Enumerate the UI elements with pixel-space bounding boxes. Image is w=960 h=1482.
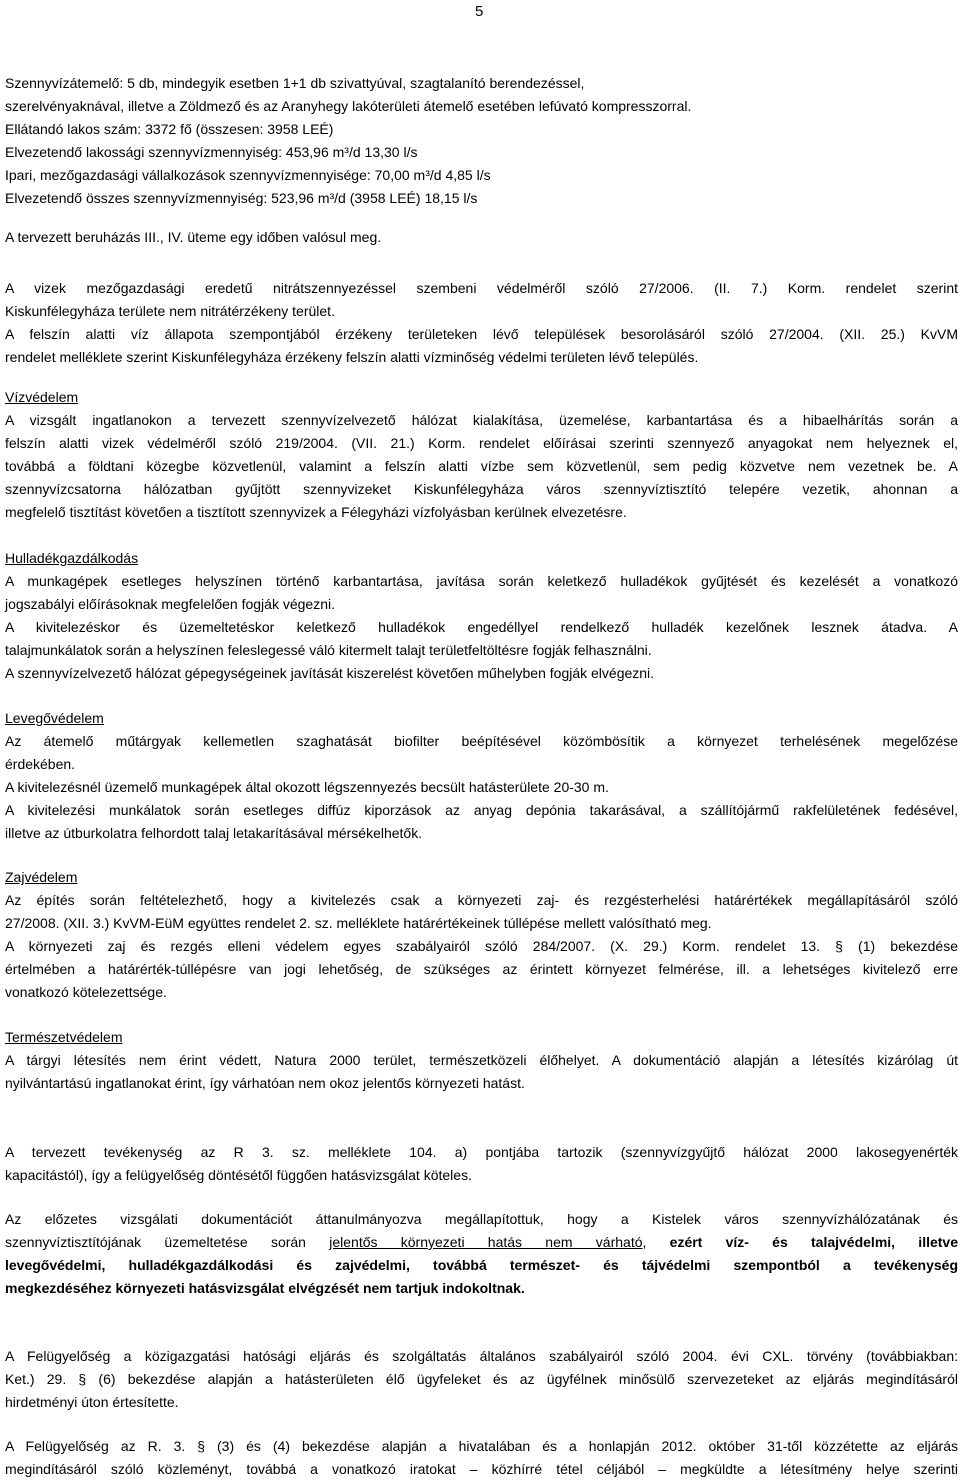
text-line: kapacitástól), így a felügyelőség döntésétől függően hatásvizsgálat köteles. [5, 1167, 472, 1183]
conclusion-bold-text: ezért víz- és talajvédelmi, illetve [669, 1234, 958, 1250]
text-line: talajmunkálatok során a helyszínen feleslegessé váló kitermelt talajt területfeltöltésre fogják felhasználni. [5, 642, 652, 658]
text-line: Az átemelő műtárgyak kellemetlen szaghatását biofilter beépítésével közömbösítik a környezet terhelésének megelőzése [5, 733, 958, 749]
noise-protection-section [5, 866, 958, 1004]
text-line: felszín alatti vizek védelméről szóló 219/2004. (VII. 21.) Korm. rendelet előírásai szerinti szennyező anyagokat nem helyeznek el, [5, 435, 958, 451]
section-heading: Hulladékgazdálkodás [5, 550, 139, 566]
text-line: A tervezett tevékenység az R 3. sz. melléklete 104. a) pontjába tartozik (szennyvízgyűjtő hálózat 2000 lakosegyenérték [5, 1144, 958, 1160]
section-heading: Természetvédelem [5, 1029, 123, 1045]
text-line: Ipari, mezőgazdasági vállalkozások szennyvízmennyisége: 70,00 m³/d 4,85 l/s [5, 167, 491, 183]
page-number: 5 [475, 3, 484, 20]
text-line: Elvezetendő összes szennyvízmennyiség: 523,96 m³/d (3958 LEÉ) 18,15 l/s [5, 190, 478, 206]
text-line: A vizek mezőgazdasági eredetű nitrátszennyezéssel szembeni védelméről szóló 27/2006. (II. 7.) Korm. rendelet szerint [5, 280, 958, 296]
section-heading: Vízvédelem [5, 389, 79, 405]
text-line: A kivitelezési munkálatok során esetleges diffúz kiporzások az anyag depónia takarásával, a szállítójármű rakfelületének fedésével, [5, 802, 958, 818]
text-line: Kiskunfélegyháza területe nem nitrátérzékeny terület. [5, 303, 335, 319]
text-line: A kivitelezéskor és üzemeltetéskor keletkező hulladékok engedéllyel rendelkező hulladék kezelőnek lesznek átadva. A [5, 619, 958, 635]
text-line: Ellátandó lakos szám: 3372 fő (összesen: 3958 LEÉ) [5, 121, 334, 137]
section-heading: Zajvédelem [5, 869, 78, 885]
activity-note-section [5, 1141, 958, 1187]
text-line: A Felügyelőség az R. 3. § (3) és (4) bekezdése alapján a hivatalában és a honlapján 2012. október 31-től közzétette az eljárás [5, 1438, 958, 1454]
text-line: jogszabályi előírásoknak megfelelően fogják végezni. [5, 596, 335, 612]
publication-note-section [5, 1435, 958, 1481]
text-line: A tárgyi létesítés nem érint védett, Natura 2000 terület, természetközeli élőhelyet. A dokumentáció alapján a létesítés kizárólag út [5, 1052, 958, 1068]
text-line: 27/2008. (XII. 3.) KvVM-EüM együttes rendelet 2. sz. melléklete határértékeinek túllépése mellett valósítható meg. [5, 915, 712, 931]
conclusion-line-2 [5, 1231, 958, 1254]
conclusion-line-3: levegővédelmi, hulladékgazdálkodási és zajvédelmi, továbbá természet- és tájvédelmi szempontból a tevékenység [5, 1257, 958, 1273]
text-line: A szennyvízelvezető hálózat gépegységeinek javítását kiszerelést követően műhelyben fogják elvégezni. [5, 665, 655, 681]
text-line: A vizsgált ingatlanokon a tervezett szennyvízelvezető hálózat kialakítása, üzemelése, karbantartása és a hibaelhárítás során a [5, 412, 958, 428]
nitrate-note-section [5, 277, 958, 369]
section-heading: Levegővédelem [5, 710, 104, 726]
text-line: vonatkozó kötelezettsége. [5, 984, 167, 1000]
conclusion-paragraph [5, 1208, 958, 1300]
water-protection-section [5, 386, 958, 524]
text-line: Az építés során feltételezhető, hogy a kivitelezés csak a környezeti zaj- és rezgésterhelési határértékek megállapításáról szóló [5, 892, 958, 908]
text-line: illetve az útburkolatra felhordott talaj letakarításával mérsékelhetők. [5, 825, 423, 841]
text-line: továbbá a földtani közegbe közvetlenül, valamint a felszín alatti vízbe sem közvetlenül, sem pedig közvetve nem vezetnek be. A [5, 458, 958, 474]
text-line: nyilvántartású ingatlanokat érint, így várhatóan nem okoz jelentős környezeti hatást. [5, 1075, 525, 1091]
text-line: Ket.) 29. § (6) bekezdése alapján a hatásterületen élő ügyfeleket és az ügyfélnek minősülő szervezeteket az eljárás megindításáról [5, 1371, 958, 1387]
public-notice-section [5, 1345, 958, 1414]
text-line: Szennyvízátemelő: 5 db, mindegyik esetben 1+1 db szivattyúval, szagtalanító berendezéssel, [5, 75, 585, 91]
conclusion-separator: , [642, 1234, 670, 1250]
text-line: A környezeti zaj és rezgés elleni védelem egyes szabályairól szóló 284/2007. (X. 29.) Korm. rendelet 13. § (1) bekezdése [5, 938, 958, 954]
text-line: A munkagépek esetleges helyszínen történő karbantartása, javítása során keletkező hulladékok gyűjtését és kezelését a vonatkozó [5, 573, 958, 589]
text-line: megfelelő tisztítást követően a tisztított szennyvizek a Félegyházi vízfolyásban kerülnek elvezetésre. [5, 504, 627, 520]
text-line: szerelvényaknával, illetve a Zöldmező és az Aranyhegy lakóterületi átemelő esetében lefúvató kompresszorral. [5, 98, 692, 114]
text-line: Elvezetendő lakossági szennyvízmennyiség: 453,96 m³/d 13,30 l/s [5, 144, 418, 160]
text-line: hirdetményi úton értesítette. [5, 1394, 179, 1410]
phase-note-section [5, 226, 958, 249]
waste-management-section [5, 547, 958, 685]
wastewater-details-section [5, 72, 958, 210]
text-line: A kivitelezésnél üzemelő munkagépek által okozott légszennyezés becsült hatásterülete 20-30 m. [5, 779, 609, 795]
air-protection-section [5, 707, 958, 845]
no-significant-impact-phrase: jelentős környezeti hatás nem várható [329, 1234, 643, 1250]
text-line: A tervezett beruházás III., IV. üteme egy időben valósul meg. [5, 229, 382, 245]
text-line: szennyvízcsatorna hálózatban gyűjtött szennyvizeket Kiskunfélegyháza város szennyvíztisztító telepére vezetik, ahonnan a [5, 481, 958, 497]
text-line: megindításáról szóló közleményt, továbbá a vonatkozó iratokat – közhírré tétel céljából – megküldte a létesítmény helye szerinti [5, 1461, 958, 1477]
nature-protection-section [5, 1026, 958, 1095]
text-line: A felszín alatti víz állapota szempontjából érzékeny területeken lévő települések besorolásáról szóló 27/2004. (XII. 25.) KvVM [5, 326, 958, 342]
conclusion-line-1: Az előzetes vizsgálati dokumentációt áttanulmányozva megállapítottuk, hogy a Kistelek város szennyvízhálózatának és [5, 1211, 958, 1227]
conclusion-text: szennyvíztisztítójának üzemeltetése során [5, 1234, 330, 1250]
conclusion-line-4: megkezdéséhez környezeti hatásvizsgálat elvégzését nem tartjuk indokoltnak. [5, 1280, 525, 1296]
text-line: rendelet melléklete szerint Kiskunfélegyháza érzékeny felszín alatti vízminőség védelmi területen lévő település. [5, 349, 699, 365]
text-line: értelmében a határérték-túllépésre van jogi lehetőség, de szükséges az érintett környezet felmérése, ill. a lehetséges kivitelező erre [5, 961, 958, 977]
text-line: érdekében. [5, 756, 76, 772]
text-line: A Felügyelőség a közigazgatási hatósági eljárás és szolgáltatás általános szabályairól szóló 2004. évi CXL. törvény (továbbiakban: [5, 1348, 958, 1364]
